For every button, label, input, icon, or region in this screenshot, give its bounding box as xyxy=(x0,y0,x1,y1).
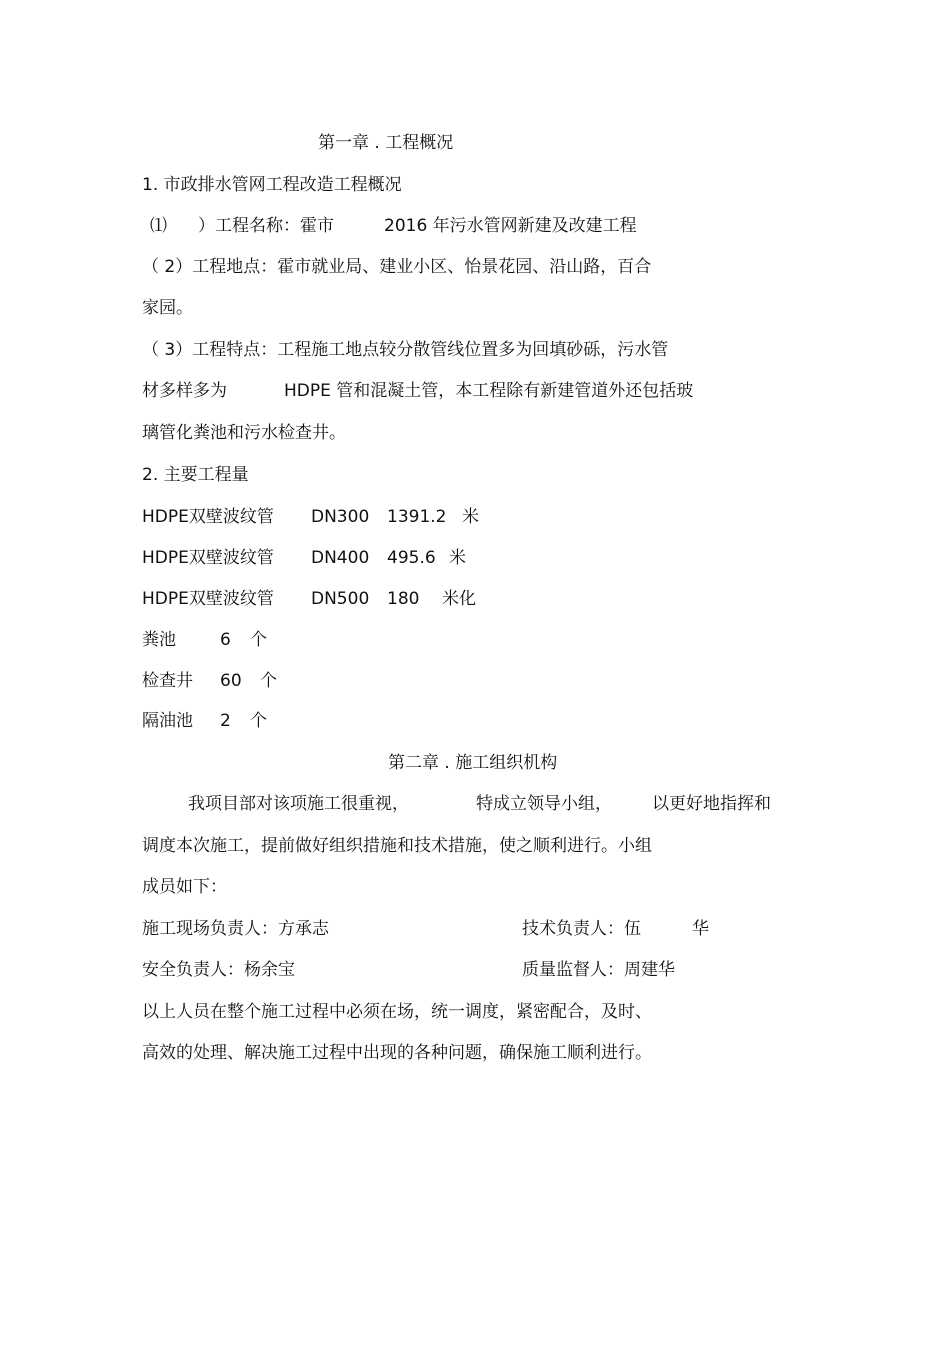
qty-row-qty: 495.6 xyxy=(387,548,436,568)
item3-line2-a: 材多样多为 xyxy=(142,381,227,401)
qty-row-name: HDPE双壁波纹管 xyxy=(142,589,274,609)
qty-row-qty: 1391.2 xyxy=(387,507,447,527)
item3-line3: 璃管化粪池和污水检查井。 xyxy=(142,423,346,443)
closing-line2: 高效的处理、解决施工过程中出现的各种问题，确保施工顺利进行。 xyxy=(142,1043,652,1063)
member-quality-supervisor: 质量监督人：周建华 xyxy=(522,960,675,980)
qty-row-name: HDPE双壁波纹管 xyxy=(142,548,274,568)
chapter2-title: 第二章 . 施工组织机构 xyxy=(388,753,558,773)
closing-line1: 以上人员在整个施工过程中必须在场，统一调度，紧密配合，及时、 xyxy=(142,1002,652,1022)
qty-row-name: 检查井 xyxy=(142,671,193,691)
qty-row-unit: 米 xyxy=(462,507,479,527)
para1-part-b: 特成立领导小组， xyxy=(476,794,612,814)
para1-part-c: 以更好地指挥和 xyxy=(652,794,771,814)
item1-label: ）工程名称：霍市 xyxy=(198,216,334,236)
para1-line3: 成员如下： xyxy=(142,877,227,897)
qty-row-name: 粪池 xyxy=(142,630,176,650)
qty-row-unit: 个 xyxy=(250,711,267,731)
qty-row-qty: 60 xyxy=(220,671,242,691)
qty-row-spec: DN500 xyxy=(311,589,370,609)
qty-row-qty: 2 xyxy=(220,711,231,731)
item3-line2-b: HDPE 管和混凝土管，本工程除有新建管道外还包括玻 xyxy=(284,381,694,401)
qty-row-unit: 个 xyxy=(250,630,267,650)
item1-project: 2016 年污水管网新建及改建工程 xyxy=(384,216,637,236)
section2-heading: 2. 主要工程量 xyxy=(142,465,249,485)
qty-row-spec: DN300 xyxy=(311,507,370,527)
qty-row-name: 隔油池 xyxy=(142,711,193,731)
qty-row-name: HDPE双壁波纹管 xyxy=(142,507,274,527)
member-site-manager: 施工现场负责人：方承志 xyxy=(142,919,329,939)
item2-line1: （ 2）工程地点：霍市就业局、建业小区、怡景花园、沿山路，百合 xyxy=(142,257,652,277)
qty-row-spec: DN400 xyxy=(311,548,370,568)
item2-line2: 家园。 xyxy=(142,298,193,318)
para1-line2: 调度本次施工，提前做好组织措施和技术措施，使之顺利进行。小组 xyxy=(142,836,652,856)
item3-line1: （ 3）工程特点：工程施工地点较分散管线位置多为回填砂砾，污水管 xyxy=(142,340,669,360)
qty-row-unit: 米化 xyxy=(442,589,476,609)
chapter1-title: 第一章 . 工程概况 xyxy=(318,133,454,153)
qty-row-qty: 180 xyxy=(387,589,420,609)
member-tech-manager-name-end: 华 xyxy=(692,919,709,939)
member-tech-manager: 技术负责人：伍 xyxy=(522,919,641,939)
section1-heading: 1. 市政排水管网工程改造工程概况 xyxy=(142,175,402,195)
qty-row-unit: 个 xyxy=(260,671,277,691)
para1-part-a: 我项目部对该项施工很重视， xyxy=(188,794,409,814)
qty-row-unit: 米 xyxy=(449,548,466,568)
item1-number: ⑴ xyxy=(150,216,167,236)
member-safety-manager: 安全负责人：杨余宝 xyxy=(142,960,295,980)
qty-row-qty: 6 xyxy=(220,630,231,650)
